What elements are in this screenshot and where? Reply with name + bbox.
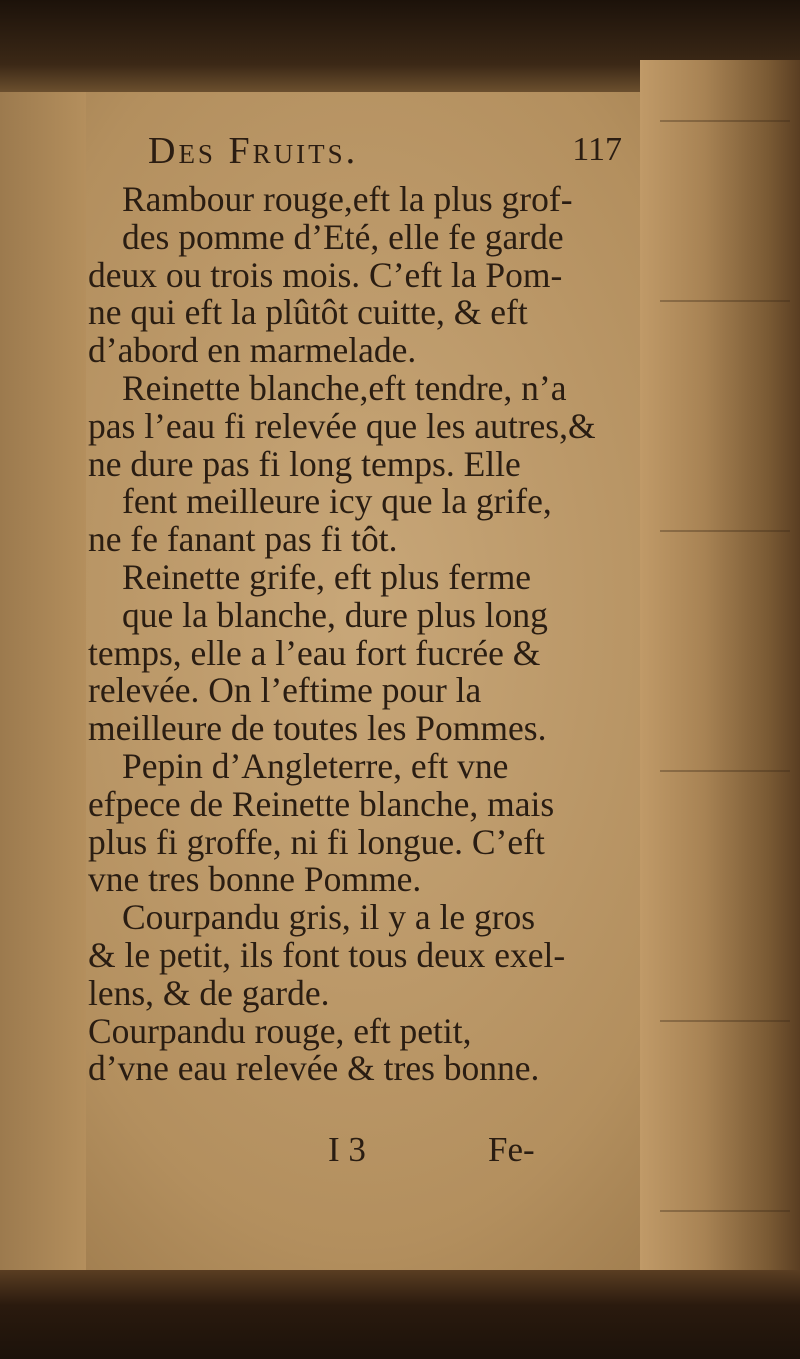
page-number: 117 [572, 131, 622, 168]
text-line: efpece de Reinette blanche, mais [88, 783, 555, 824]
text-line: Pepin d’Angleterre, eft vne [122, 745, 509, 786]
text-line: lens, & de garde. [88, 972, 330, 1013]
text-line: relevée. On l’eftime pour la [88, 670, 482, 711]
catchword: Fe- [488, 1130, 535, 1169]
text-line: Courpandu rouge, eft petit, [88, 1010, 472, 1051]
text-line: Courpandu gris, il y a le gros [122, 897, 536, 938]
text-line: vne tres bonne Pomme. [88, 859, 422, 900]
text-line: pas l’eau fi relevée que les autres,& [88, 405, 596, 446]
text-line: d’abord en marmelade. [88, 330, 417, 371]
facing-page-edge [640, 60, 800, 1310]
body-text [88, 181, 628, 1088]
text-line: meilleure de toutes les Pommes. [88, 708, 547, 749]
running-title: Des Fruits. [148, 130, 359, 172]
text-line: temps, elle a l’eau fort fucrée & [88, 632, 541, 673]
text-line: & le petit, ils font tous deux exel- [88, 934, 566, 975]
text-line: fent meilleure icy que la grife, [122, 481, 552, 522]
text-line: ne dure pas fi long temps. Elle [88, 443, 521, 484]
text-line: des pomme d’Eté, elle fe garde [122, 216, 564, 257]
signature-mark: I 3 [328, 1130, 366, 1169]
left-margin-binding [0, 92, 86, 1272]
text-line: ne qui eft la plûtôt cuitte, & eft [88, 292, 528, 333]
text-line: deux ou trois mois. C’eft la Pom- [88, 254, 563, 295]
running-header [88, 125, 628, 173]
page-footer [88, 1130, 628, 1170]
bottom-shadow-edge [0, 1270, 800, 1359]
text-line: Reinette blanche,eft tendre, n’a [122, 367, 567, 408]
text-line: ne fe fanant pas fi tôt. [88, 519, 398, 560]
text-line: Reinette grife, eft plus ferme [122, 556, 532, 597]
text-line: Rambour rouge,eft la plus grof- [122, 179, 573, 219]
text-line: d’vne eau relevée & tres bonne. [88, 1048, 540, 1089]
text-line: que la blanche, dure plus long [122, 594, 548, 635]
text-line: plus fi groffe, ni fi longue. C’eft [88, 821, 545, 862]
